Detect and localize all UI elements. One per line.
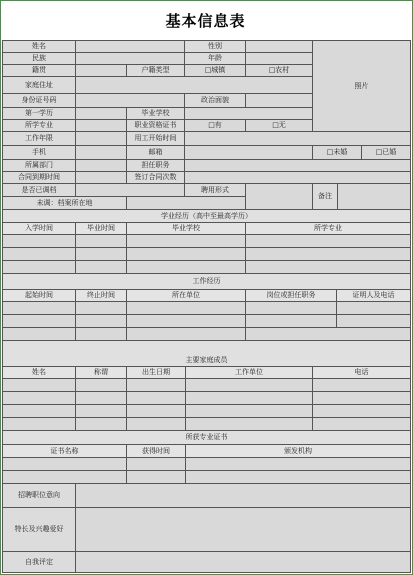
age-label: 年龄 xyxy=(184,52,246,65)
cert-header-issuer: 颁发机构 xyxy=(185,444,411,458)
self-eval-label: 自我评定 xyxy=(2,551,76,573)
archive-location-field[interactable] xyxy=(126,196,246,210)
strengths-field[interactable] xyxy=(75,507,411,552)
edu-cell[interactable] xyxy=(2,247,76,261)
major-label: 所学专业 xyxy=(2,119,76,132)
name-label: 姓名 xyxy=(2,40,76,53)
work-cell[interactable] xyxy=(75,314,127,328)
edu-cell[interactable] xyxy=(75,260,127,274)
work-cell[interactable] xyxy=(126,314,246,328)
work-cell[interactable] xyxy=(2,314,76,328)
archive-location-label: 未调：档案所在地 xyxy=(2,196,127,210)
family-header-phone: 电话 xyxy=(312,366,411,379)
transfer-form-label: 聘用形式 xyxy=(184,183,246,197)
form-title: 基本信息表 xyxy=(165,11,246,30)
hire-date-label: 用工开始时间 xyxy=(126,131,185,146)
politics-field[interactable] xyxy=(245,93,313,108)
home-address-field[interactable] xyxy=(75,76,313,94)
family-cell[interactable] xyxy=(185,404,313,418)
hukou-type-label: 户籍类型 xyxy=(126,64,185,77)
remarks-field[interactable] xyxy=(337,183,411,210)
edu-cell[interactable] xyxy=(245,260,411,274)
department-label: 所属部门 xyxy=(2,159,76,172)
family-header-birthdate: 出生日期 xyxy=(126,366,186,379)
cert-cell[interactable] xyxy=(2,457,127,471)
edu-header-major: 所学专业 xyxy=(245,222,411,235)
qualification-label: 职业资格证书 xyxy=(126,119,185,132)
edu-cell[interactable] xyxy=(126,234,246,248)
email-label: 邮箱 xyxy=(126,145,185,160)
work-cell[interactable] xyxy=(2,327,76,341)
hukou-rural-checkbox[interactable]: □农村 xyxy=(245,64,313,77)
family-cell[interactable] xyxy=(2,391,76,405)
home-address-label: 家庭住址 xyxy=(2,76,76,94)
family-section-title: 主要家庭成员 xyxy=(2,340,411,367)
cert-cell[interactable] xyxy=(185,470,411,484)
work-years-label: 工作年限 xyxy=(2,131,76,146)
family-cell[interactable] xyxy=(312,417,411,431)
married-checkbox[interactable]: □已婚 xyxy=(361,145,411,160)
edu-cell[interactable] xyxy=(245,247,411,261)
mobile-label: 手机 xyxy=(2,145,76,160)
family-header-relation: 称谓 xyxy=(75,366,127,379)
edu-cell[interactable] xyxy=(2,234,76,248)
edu-cell[interactable] xyxy=(126,247,246,261)
intention-label: 招聘职位意向 xyxy=(2,483,76,508)
certs-section-title: 所获专业证书 xyxy=(2,430,411,445)
gender-label: 性别 xyxy=(184,40,246,53)
family-cell[interactable] xyxy=(126,417,186,431)
transferred-label: 是否已调档 xyxy=(2,183,76,197)
work-cell[interactable] xyxy=(245,314,337,328)
first-degree-label: 第一学历 xyxy=(2,107,76,120)
family-cell[interactable] xyxy=(75,378,127,392)
family-header-employer: 工作单位 xyxy=(185,366,313,379)
work-header-end: 终止时间 xyxy=(75,289,127,302)
family-cell[interactable] xyxy=(185,378,313,392)
work-cell[interactable] xyxy=(126,301,246,315)
native-place-label: 籍贯 xyxy=(2,64,76,77)
family-cell[interactable] xyxy=(2,378,76,392)
family-cell[interactable] xyxy=(126,391,186,405)
edu-cell[interactable] xyxy=(75,247,127,261)
family-header-name: 姓名 xyxy=(2,366,76,379)
qualification-has-checkbox[interactable]: □有 xyxy=(184,119,246,132)
edu-cell[interactable] xyxy=(2,260,76,274)
graduate-school-label: 毕业学校 xyxy=(126,107,185,120)
contract-expiry-label: 合同到期时间 xyxy=(2,171,76,184)
family-cell[interactable] xyxy=(312,391,411,405)
family-cell[interactable] xyxy=(75,417,127,431)
family-cell[interactable] xyxy=(75,404,127,418)
work-section-title: 工作经历 xyxy=(2,273,411,290)
position-label: 担任职务 xyxy=(126,159,185,172)
contract-count-label: 签订合同次数 xyxy=(126,171,185,184)
email-field[interactable] xyxy=(184,145,313,160)
work-cell[interactable] xyxy=(245,301,337,315)
family-cell[interactable] xyxy=(2,417,76,431)
cert-cell[interactable] xyxy=(126,470,186,484)
family-cell[interactable] xyxy=(185,391,313,405)
work-header-role: 岗位或担任职务 xyxy=(245,289,337,302)
family-cell[interactable] xyxy=(312,378,411,392)
remarks-label: 备注 xyxy=(312,183,338,210)
edu-cell[interactable] xyxy=(75,234,127,248)
work-header-company: 所在单位 xyxy=(126,289,246,302)
work-cell[interactable] xyxy=(336,301,411,315)
cert-cell[interactable] xyxy=(126,457,186,471)
work-years-field[interactable] xyxy=(75,131,127,146)
edu-cell[interactable] xyxy=(245,234,411,248)
work-cell[interactable] xyxy=(336,314,411,328)
education-section-title: 学业经历（高中至最高学历） xyxy=(2,209,411,223)
qualification-none-checkbox[interactable]: □无 xyxy=(245,119,313,132)
photo-box[interactable]: 照片 xyxy=(312,40,411,132)
work-cell[interactable] xyxy=(126,327,246,341)
cert-cell[interactable] xyxy=(185,457,411,471)
work-cell[interactable] xyxy=(2,301,76,315)
edu-cell[interactable] xyxy=(126,260,246,274)
cert-cell[interactable] xyxy=(2,470,127,484)
hukou-urban-checkbox[interactable]: □城镇 xyxy=(184,64,246,77)
intention-field[interactable] xyxy=(75,483,411,508)
cert-header-name: 证书名称 xyxy=(2,444,127,458)
family-cell[interactable] xyxy=(126,378,186,392)
family-cell[interactable] xyxy=(312,404,411,418)
work-cell[interactable] xyxy=(75,327,127,341)
edu-header-end: 毕业时间 xyxy=(75,222,127,235)
edu-header-start: 入学时间 xyxy=(2,222,76,235)
work-cell[interactable] xyxy=(75,301,127,315)
edu-header-school: 毕业学校 xyxy=(126,222,246,235)
hire-date-field[interactable] xyxy=(184,131,411,146)
work-header-start: 起始时间 xyxy=(2,289,76,302)
mobile-field[interactable] xyxy=(75,145,127,160)
self-eval-field[interactable] xyxy=(75,551,411,573)
work-cell[interactable] xyxy=(245,327,411,341)
ethnicity-label: 民族 xyxy=(2,52,76,65)
family-cell[interactable] xyxy=(2,404,76,418)
work-header-reference: 证明人及电话 xyxy=(336,289,411,302)
unmarried-checkbox[interactable]: □未婚 xyxy=(312,145,362,160)
id-number-field[interactable] xyxy=(75,93,185,108)
politics-label: 政治面貌 xyxy=(184,93,246,108)
id-number-label: 身份证号码 xyxy=(2,93,76,108)
family-cell[interactable] xyxy=(126,404,186,418)
transferred-field[interactable] xyxy=(75,183,185,197)
strengths-label: 特长及兴趣爱好 xyxy=(2,507,76,552)
family-cell[interactable] xyxy=(75,391,127,405)
cert-header-date: 获得时间 xyxy=(126,444,186,458)
family-cell[interactable] xyxy=(185,417,313,431)
transfer-form-field[interactable] xyxy=(245,183,313,210)
